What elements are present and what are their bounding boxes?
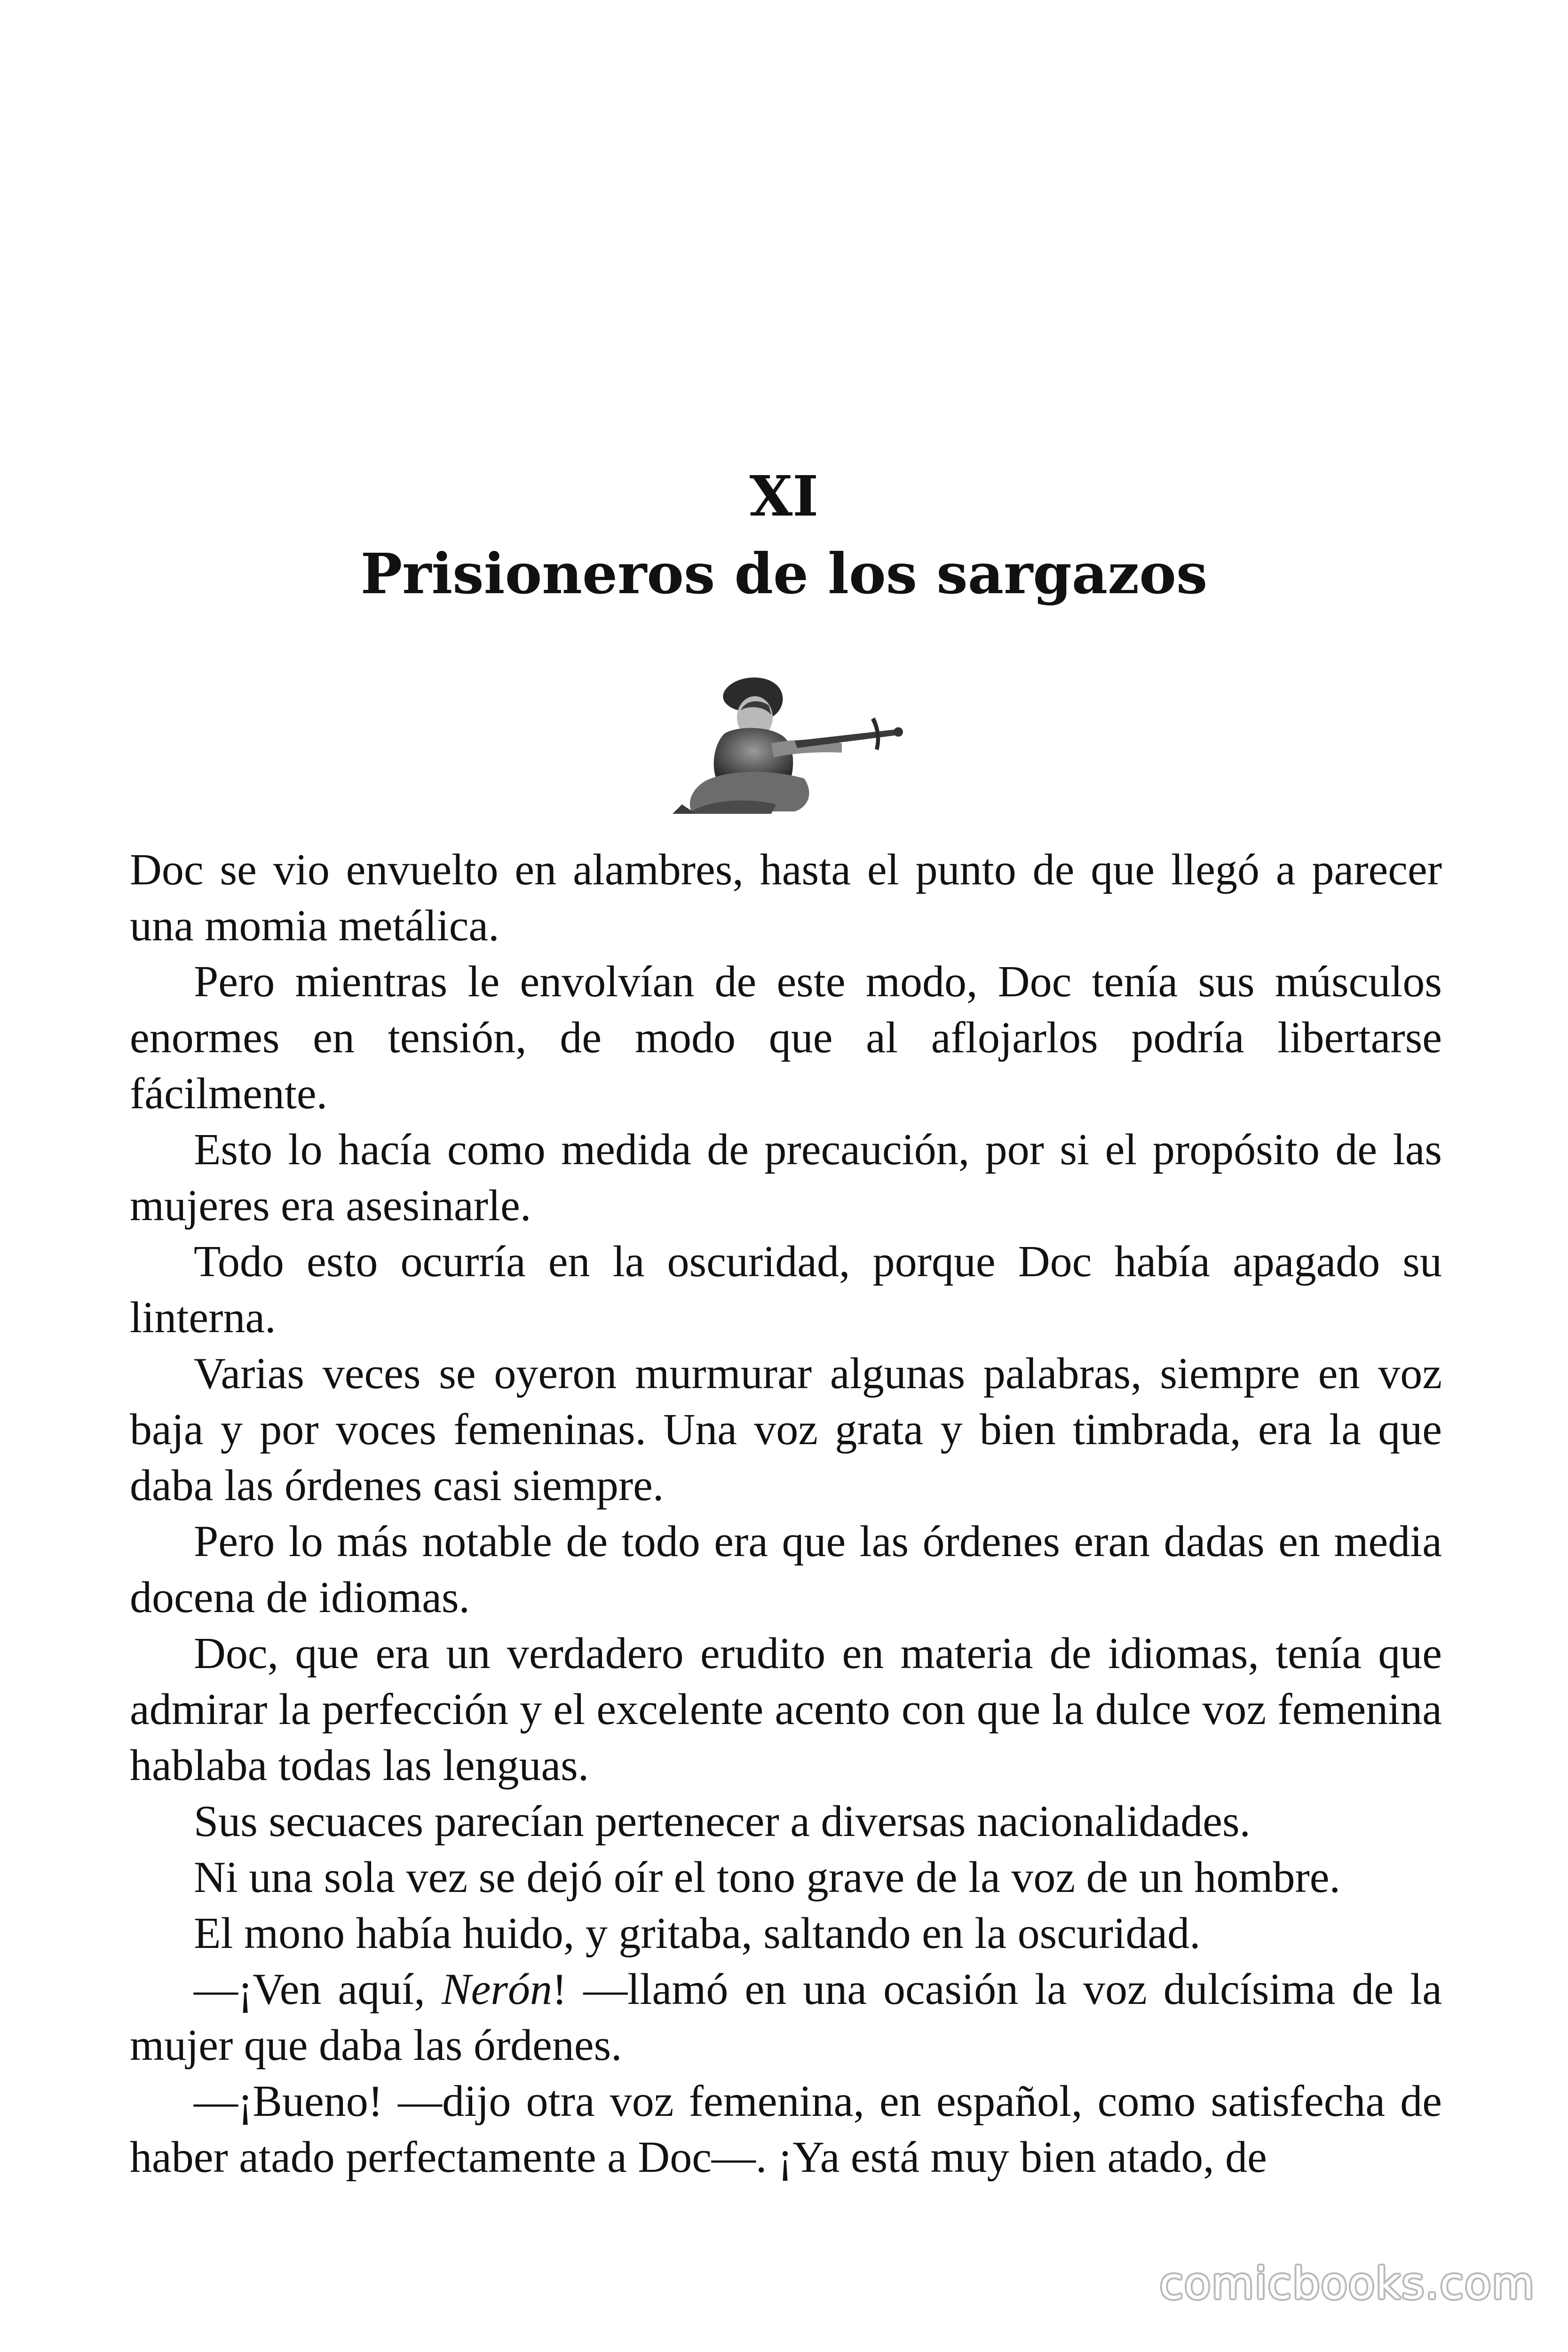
paragraph-text: —¡Bueno! —dijo otra voz femenina, en español, como satisfecha de haber atado perfectamente a Doc—. ¡Ya está muy bien atado, de xyxy=(130,2077,1442,2182)
paragraph-text: Ni una sola vez se dejó oír el tono grave de la voz de un hombre. xyxy=(194,1853,1340,1902)
paragraph xyxy=(130,1962,1442,2074)
paragraph-text: El mono había huido, y gritaba, saltando en la oscuridad. xyxy=(194,1909,1201,1958)
woman-with-crossbow-illustration-icon xyxy=(654,673,917,814)
body-text xyxy=(130,842,1442,2185)
chapter-title: Prisioneros de los sargazos xyxy=(360,541,1208,606)
paragraph-text: Varias veces se oyeron murmurar algunas palabras, siempre en voz baja y por voces femeninas. Una voz grata y bien timbrada, era la que daba las órdenes casi siempre. xyxy=(130,1349,1442,1510)
italic-text: Nerón xyxy=(441,1965,552,2014)
paragraph xyxy=(130,1514,1442,1626)
paragraph-text: Pero lo más notable de todo era que las órdenes eran dadas en media docena de idiomas. xyxy=(130,1517,1442,1622)
paragraph-text: Doc se vio envuelto en alambres, hasta el punto de que llegó a parecer una momia metálica. xyxy=(130,845,1442,950)
paragraph-text: Pero mientras le envolvían de este modo, Doc tenía sus músculos enormes en tensión, de modo que al aflojarlos podría libertarse fácilmente. xyxy=(130,957,1442,1118)
paragraph xyxy=(130,1346,1442,1514)
paragraph xyxy=(130,1794,1442,1850)
paragraph-text: ! —llamó en una ocasión la voz dulcísima de la mujer que daba las órdenes. xyxy=(130,1965,1442,2070)
paragraph xyxy=(130,1122,1442,1234)
chapter-number: XI xyxy=(749,463,819,529)
paragraph xyxy=(130,2074,1442,2185)
paragraph xyxy=(130,1234,1442,1346)
paragraph-text: —¡Ven aquí, xyxy=(194,1965,442,2014)
watermark: comicbooks.com xyxy=(1159,2258,1535,2309)
paragraph-text: Sus secuaces parecían pertenecer a diversas nacionalidades. xyxy=(194,1797,1251,1846)
paragraph xyxy=(130,1626,1442,1794)
paragraph-text: Esto lo hacía como medida de precaución, por si el propósito de las mujeres era asesinarle. xyxy=(130,1125,1442,1230)
paragraph xyxy=(130,954,1442,1122)
paragraph xyxy=(130,1906,1442,1962)
paragraph-text: Doc, que era un verdadero erudito en materia de idiomas, tenía que admirar la perfección y el excelente acento con que la dulce voz femenina hablaba todas las lenguas. xyxy=(130,1629,1442,1790)
paragraph-text: Todo esto ocurría en la oscuridad, porque Doc había apagado su linterna. xyxy=(130,1237,1442,1342)
paragraph xyxy=(130,842,1442,954)
paragraph xyxy=(130,1850,1442,1906)
